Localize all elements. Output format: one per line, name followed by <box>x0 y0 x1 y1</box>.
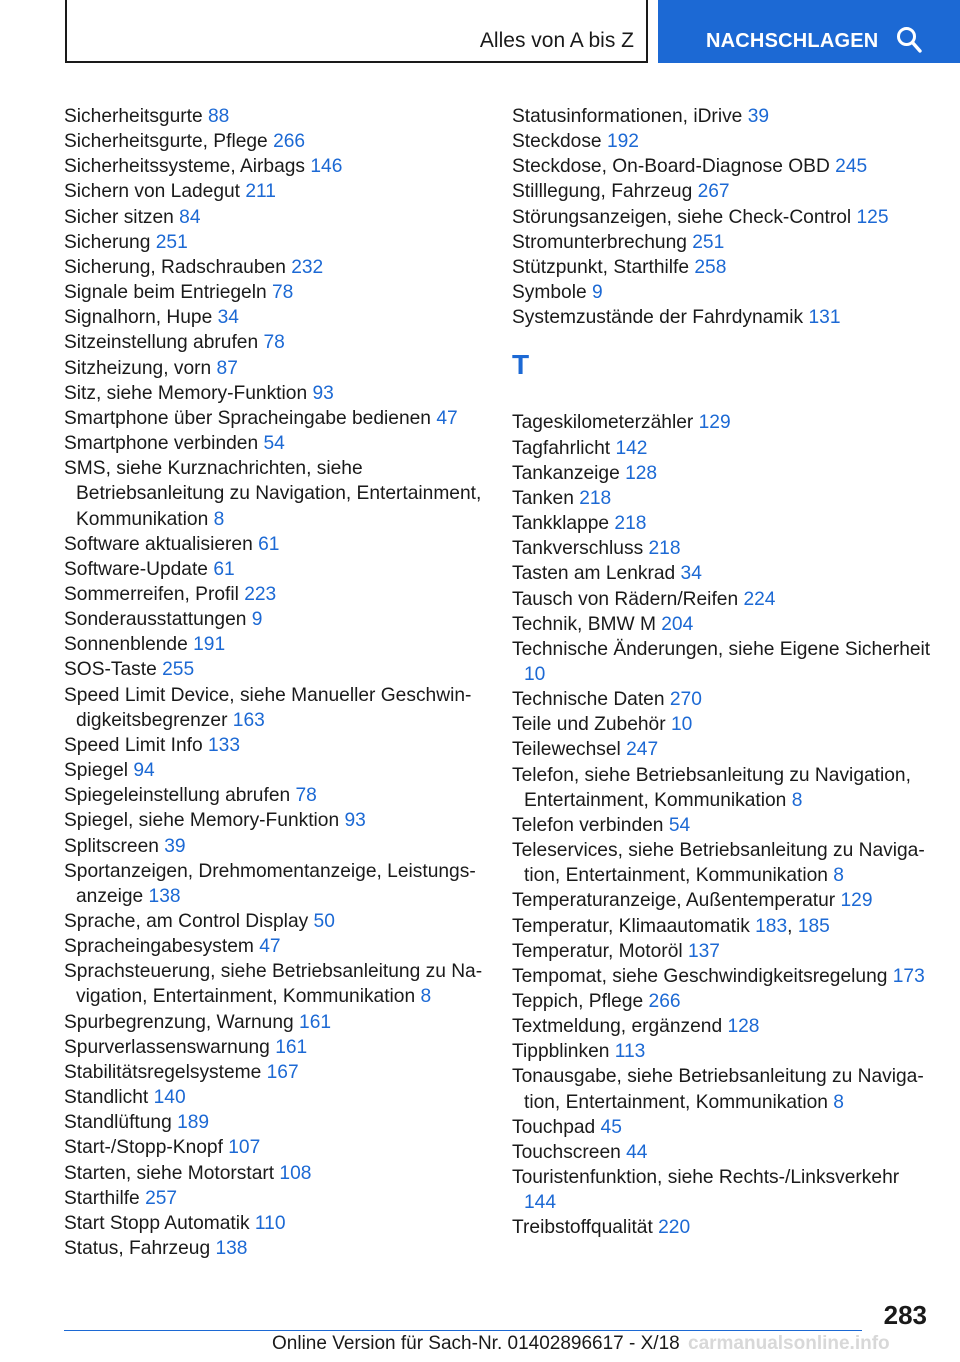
page-link[interactable]: 258 <box>694 256 727 278</box>
entry-term: Sportanzeigen, Drehmomentanzeige, Leistungsanzeige <box>64 860 476 907</box>
index-entry <box>64 532 494 557</box>
entry-term: Tankanzeige <box>512 462 626 484</box>
page-link[interactable]: 270 <box>669 689 702 711</box>
page-link[interactable]: 204 <box>661 613 694 635</box>
online-version-note: Online Version für Sach-Nr. 01402896617 - X/18 <box>272 1333 680 1354</box>
entry-term: Splitscreen <box>64 835 165 857</box>
page-link[interactable]: 144 <box>524 1192 557 1214</box>
index-entry <box>512 1165 932 1215</box>
page-link[interactable]: 189 <box>177 1112 210 1134</box>
page-link[interactable]: 131 <box>808 307 841 329</box>
page-link[interactable]: 78 <box>272 282 294 304</box>
index-entry <box>64 959 494 1009</box>
entry-term: Sicherheitsgurte <box>64 106 208 127</box>
entry-term: Starthilfe <box>64 1187 146 1209</box>
entry-term: Status, Fahrzeug <box>64 1238 216 1260</box>
page-link[interactable]: 34 <box>217 307 239 329</box>
page-link[interactable]: 8 <box>420 986 432 1008</box>
page-link[interactable]: 245 <box>835 156 868 178</box>
footer-divider <box>64 1330 862 1331</box>
page-link[interactable]: 185 <box>797 915 830 937</box>
index-entry <box>64 1161 494 1186</box>
entry-term: Statusinformationen, iDrive <box>512 106 748 127</box>
index-entry <box>512 486 932 511</box>
entry-term: Sommerreifen, Profil <box>64 583 245 605</box>
index-entry <box>512 305 932 330</box>
index-entry <box>64 104 494 129</box>
index-entry <box>64 1236 494 1261</box>
page-link[interactable]: 211 <box>245 181 276 203</box>
page-link[interactable]: 266 <box>648 991 681 1012</box>
index-entry <box>512 255 932 280</box>
page-link[interactable]: 224 <box>743 588 776 610</box>
index-entry <box>64 1135 494 1160</box>
page-link[interactable]: 232 <box>291 256 324 278</box>
index-entry <box>64 808 494 833</box>
page-number: 283 <box>883 1300 927 1330</box>
entry-term: Tankklappe <box>512 513 615 535</box>
page-link[interactable]: 9 <box>251 609 263 631</box>
page-link[interactable]: 54 <box>668 814 691 836</box>
entry-term: Spurverlassenswarnung <box>64 1036 276 1058</box>
index-entry <box>64 230 494 255</box>
page-link[interactable]: 161 <box>299 1011 332 1033</box>
page-link[interactable]: 8 <box>213 508 225 530</box>
index-entry <box>512 561 932 586</box>
page-link[interactable]: 133 <box>208 734 241 756</box>
entry-term: Signale beim Entriegeln <box>64 282 272 304</box>
entry-term: Software-Update <box>64 558 214 580</box>
entry-term: SMS, siehe Kurznachrichten, siehe Betriebsanleitung zu Navigation, Entertainment, Kommunikation <box>64 458 482 530</box>
index-entry <box>512 712 932 737</box>
index-entry <box>64 356 494 381</box>
index-entry <box>512 964 932 989</box>
page-link[interactable]: 167 <box>266 1061 299 1083</box>
entry-term: Temperaturanzeige, Außentemperatur <box>512 890 841 912</box>
entry-term: Temperatur, Motoröl <box>512 940 688 962</box>
page-link[interactable]: 84 <box>179 206 201 228</box>
entry-term: Tempomat, siehe Geschwindigkeitsregelung <box>512 965 893 987</box>
index-entry <box>64 1211 494 1236</box>
index-entry <box>64 632 494 657</box>
page-link[interactable]: 267 <box>697 181 730 203</box>
entry-term: Telefon verbinden <box>512 814 669 836</box>
entry-term: Sitzeinstellung abrufen <box>64 332 264 354</box>
page-link[interactable]: 183 <box>755 915 788 937</box>
index-entry <box>512 129 932 154</box>
tab-label: NACHSCHLAGEN <box>706 30 879 52</box>
page-link[interactable]: 218 <box>614 513 647 535</box>
page-link[interactable]: 192 <box>606 131 639 153</box>
index-entry <box>512 104 932 129</box>
index-group-t <box>512 410 932 1240</box>
entry-term: Stabilitätsregelsysteme <box>64 1061 267 1083</box>
index-entry <box>64 683 494 733</box>
page-link[interactable]: 137 <box>687 940 720 962</box>
page-link[interactable]: 10 <box>524 663 546 685</box>
index-entry <box>64 1110 494 1135</box>
index-entry <box>512 888 932 913</box>
page-link[interactable]: 138 <box>215 1238 248 1260</box>
page-link[interactable]: 247 <box>626 739 659 761</box>
index-entry <box>512 1064 932 1114</box>
page-link[interactable]: 87 <box>216 357 238 379</box>
entry-term: Signalhorn, Hupe <box>64 307 218 329</box>
entry-term: Sicher sitzen <box>64 206 180 228</box>
index-entry <box>64 154 494 179</box>
page-link[interactable]: 125 <box>856 206 889 228</box>
tab-nachschlagen[interactable] <box>658 0 960 63</box>
page-link[interactable]: 47 <box>436 407 458 429</box>
entry-term: Teppich, Pflege <box>512 991 649 1012</box>
entry-term: Sitz, siehe Memory-Funktion <box>64 382 313 404</box>
index-entry <box>512 687 932 712</box>
section-header <box>65 0 648 63</box>
page-link[interactable]: 223 <box>244 583 277 605</box>
page-link[interactable]: 47 <box>259 936 281 958</box>
section-title: Alles von A bis Z <box>479 29 634 52</box>
index-entry <box>64 607 494 632</box>
page-link[interactable]: 39 <box>747 106 770 127</box>
watermark: carmanualsonline.info <box>688 1333 890 1354</box>
index-entry <box>64 783 494 808</box>
page-link[interactable]: 8 <box>833 865 844 887</box>
page-link[interactable]: 8 <box>791 789 803 811</box>
page-link[interactable]: 129 <box>840 890 873 912</box>
entry-term: Teilewechsel <box>512 739 627 761</box>
entry-term: Tagfahrlicht <box>512 437 616 459</box>
index-entry <box>64 431 494 456</box>
index-entry <box>64 1085 494 1110</box>
entry-term: Sichern von Ladegut <box>64 181 246 203</box>
entry-term: Start Stopp Automatik <box>64 1212 255 1234</box>
page-link[interactable]: 161 <box>275 1036 308 1058</box>
index-entry <box>64 1035 494 1060</box>
page-link[interactable]: 8 <box>833 1091 844 1113</box>
page-link[interactable]: 251 <box>692 231 725 253</box>
page-link[interactable]: 146 <box>310 156 343 178</box>
index-entry <box>64 280 494 305</box>
page-link[interactable]: 94 <box>133 760 155 782</box>
index-entry <box>64 1186 494 1211</box>
entry-term: Telefon, siehe Betriebsanleitung zu Navigation, Entertainment, Kommunikation <box>512 764 911 811</box>
entry-term: Speed Limit Info <box>64 734 208 756</box>
entry-term: Treibstoffqualität <box>512 1217 659 1239</box>
index-entry <box>512 1014 932 1039</box>
page-link[interactable]: 138 <box>148 885 181 907</box>
index-entry <box>64 456 494 531</box>
index-entry <box>512 536 932 561</box>
entry-term: Stromunterbrechung <box>512 231 693 253</box>
page-link[interactable]: 107 <box>228 1137 261 1159</box>
entry-term: Spiegeleinstellung abrufen <box>64 785 296 807</box>
entry-term: Sicherheitsgurte, Pflege <box>64 131 274 153</box>
entry-term: Sicherung, Radschrauben <box>64 256 292 278</box>
entry-term: Tausch von Rädern/Reifen <box>512 588 744 610</box>
index-entry <box>512 737 932 762</box>
page-link[interactable]: 251 <box>155 231 188 253</box>
index-entry <box>64 381 494 406</box>
page-link[interactable]: 255 <box>162 659 195 681</box>
index-entry <box>64 733 494 758</box>
page-link[interactable]: 128 <box>727 1016 760 1038</box>
index-entry <box>512 230 932 255</box>
entry-term: Software aktualisieren <box>64 533 259 555</box>
entry-term: Tanken <box>512 487 580 509</box>
page-link[interactable]: 34 <box>680 563 702 585</box>
entry-term: Tageskilometerzähler <box>512 412 699 434</box>
index-entry <box>512 179 932 204</box>
entry-term: Starten, siehe Motorstart <box>64 1162 280 1184</box>
page-link[interactable]: 39 <box>164 835 186 857</box>
index-entry <box>64 205 494 230</box>
entry-term: Tippblinken <box>512 1041 615 1063</box>
index-entry <box>64 909 494 934</box>
entry-term: Steckdose, On-Board-Diagnose OBD <box>512 156 836 178</box>
index-entry <box>512 511 932 536</box>
page-link[interactable]: 78 <box>263 332 285 354</box>
index-entry <box>512 612 932 637</box>
entry-term: Technische Änderungen, siehe Eigene Sicherheit <box>512 638 931 660</box>
entry-term: Sicherheitssysteme, Airbags <box>64 156 311 178</box>
page-link[interactable]: 140 <box>153 1087 186 1109</box>
entry-term: Touchscreen <box>512 1141 627 1163</box>
entry-term: Spracheingabesystem <box>64 936 260 958</box>
page-link[interactable]: 218 <box>648 538 681 560</box>
index-entry <box>512 1215 932 1240</box>
entry-term: Sonderausstattungen <box>64 609 252 631</box>
index-entry <box>64 1060 494 1085</box>
page-link[interactable]: 93 <box>344 810 366 832</box>
page-link[interactable]: 78 <box>295 785 317 807</box>
index-entry <box>64 255 494 280</box>
index-entry <box>512 205 932 230</box>
index-column-left <box>64 104 494 1261</box>
entry-term: Sicherung <box>64 231 156 253</box>
page-link[interactable]: 191 <box>193 634 226 656</box>
page-link[interactable]: 128 <box>625 462 658 484</box>
index-group-s <box>512 104 932 330</box>
search-icon[interactable] <box>896 26 922 54</box>
index-entry <box>64 305 494 330</box>
section-letter: T <box>512 349 530 381</box>
index-entry <box>512 410 932 435</box>
index-entry <box>64 834 494 859</box>
index-entry <box>512 280 932 305</box>
index-entry <box>512 1115 932 1140</box>
index-column-right <box>512 104 932 1241</box>
index-entry <box>64 582 494 607</box>
index-entry <box>64 934 494 959</box>
entry-term: Spurbegrenzung, Warnung <box>64 1011 300 1033</box>
entry-term: Sprache, am Control Display <box>64 911 314 932</box>
index-entry <box>512 838 932 888</box>
entry-term: Tonausgabe, siehe Betriebsanleitung zu Navigation, Entertainment, Kommunikation <box>512 1066 924 1113</box>
entry-term: Technische Daten <box>512 689 670 711</box>
page-link[interactable]: 110 <box>254 1212 286 1234</box>
page-link[interactable]: 10 <box>670 714 693 736</box>
entry-term: Touchpad <box>512 1116 601 1138</box>
entry-term: Tasten am Lenkrad <box>512 563 681 585</box>
page-link[interactable]: 44 <box>626 1141 648 1163</box>
entry-term: Spiegel <box>64 760 134 782</box>
page-link[interactable]: 163 <box>232 709 265 731</box>
page-link[interactable]: 50 <box>313 911 335 932</box>
page-link[interactable]: 257 <box>145 1187 178 1209</box>
page-separator: , <box>787 915 798 937</box>
index-entry <box>512 461 932 486</box>
page-link[interactable]: 173 <box>892 965 925 987</box>
page-link[interactable]: 113 <box>614 1041 646 1063</box>
entry-term: Textmeldung, ergänzend <box>512 1016 728 1038</box>
page-link[interactable]: 61 <box>213 558 235 580</box>
entry-term: Smartphone verbinden <box>64 433 264 455</box>
index-entry <box>64 406 494 431</box>
index-entry <box>512 1039 932 1064</box>
entry-term: SOS-Taste <box>64 659 163 681</box>
entry-term: Temperatur, Klimaautomatik <box>512 915 756 937</box>
index-entry <box>512 989 932 1014</box>
entry-term: Standlicht <box>64 1087 154 1109</box>
page-link[interactable]: 220 <box>658 1217 691 1239</box>
entry-term: Tankverschluss <box>512 538 649 560</box>
entry-term: Teile und Zubehör <box>512 714 671 736</box>
entry-term: Teleservices, siehe Betriebsanleitung zu Navigation, Entertainment, Kommunikation <box>512 840 925 887</box>
index-entry <box>512 1140 932 1165</box>
entry-term: Störungsanzeigen, siehe Check-Control <box>512 206 857 228</box>
page-link[interactable]: 218 <box>579 487 612 509</box>
entry-term: Systemzustände der Fahrdynamik <box>512 307 809 329</box>
entry-term: Stützpunkt, Starthilfe <box>512 256 695 278</box>
page-link[interactable]: 129 <box>698 412 731 434</box>
index-entry <box>512 914 932 939</box>
entry-term: Steckdose <box>512 131 607 153</box>
page-link[interactable]: 54 <box>263 433 285 455</box>
index-entry <box>512 587 932 612</box>
page-link[interactable]: 45 <box>600 1116 622 1138</box>
index-entry <box>512 763 932 813</box>
page-link[interactable]: 61 <box>258 533 280 555</box>
page-link[interactable]: 9 <box>591 282 603 304</box>
index-entry <box>512 637 932 687</box>
index-entry <box>512 154 932 179</box>
index-entry <box>64 1010 494 1035</box>
page-link[interactable]: 108 <box>279 1162 312 1184</box>
index-entry <box>64 758 494 783</box>
page-link[interactable]: 88 <box>207 106 230 127</box>
index-entry <box>512 813 932 838</box>
index-entry <box>64 179 494 204</box>
index-entry <box>64 557 494 582</box>
entry-term: Sonnenblende <box>64 634 194 656</box>
index-entry <box>64 657 494 682</box>
page-link[interactable]: 93 <box>312 382 334 404</box>
index-entry <box>64 330 494 355</box>
page-link[interactable]: 266 <box>273 131 306 153</box>
entry-term: Technik, BMW M <box>512 613 662 635</box>
index-entry <box>512 939 932 964</box>
entry-term: Start-/Stopp-Knopf <box>64 1137 229 1159</box>
entry-term: Sitzheizung, vorn <box>64 357 217 379</box>
entry-term: Stilllegung, Fahrzeug <box>512 181 698 203</box>
index-entry <box>64 129 494 154</box>
index-entry <box>512 436 932 461</box>
page-link[interactable]: 142 <box>615 437 648 459</box>
index-entry <box>64 859 494 909</box>
entry-term: Symbole <box>512 282 592 304</box>
entry-term: Touristenfunktion, siehe Rechts-/Linksverkehr <box>512 1167 900 1189</box>
entry-term: Standlüftung <box>64 1112 178 1134</box>
entry-term: Speed Limit Device, siehe Manueller Geschwindigkeitsbegrenzer <box>64 684 472 731</box>
entry-term: Sprachsteuerung, siehe Betriebsanleitung zu Navigation, Entertainment, Kommunikation <box>64 961 483 1008</box>
entry-term: Smartphone über Spracheingabe bedienen <box>64 407 437 429</box>
entry-term: Spiegel, siehe Memory-Funktion <box>64 810 345 832</box>
